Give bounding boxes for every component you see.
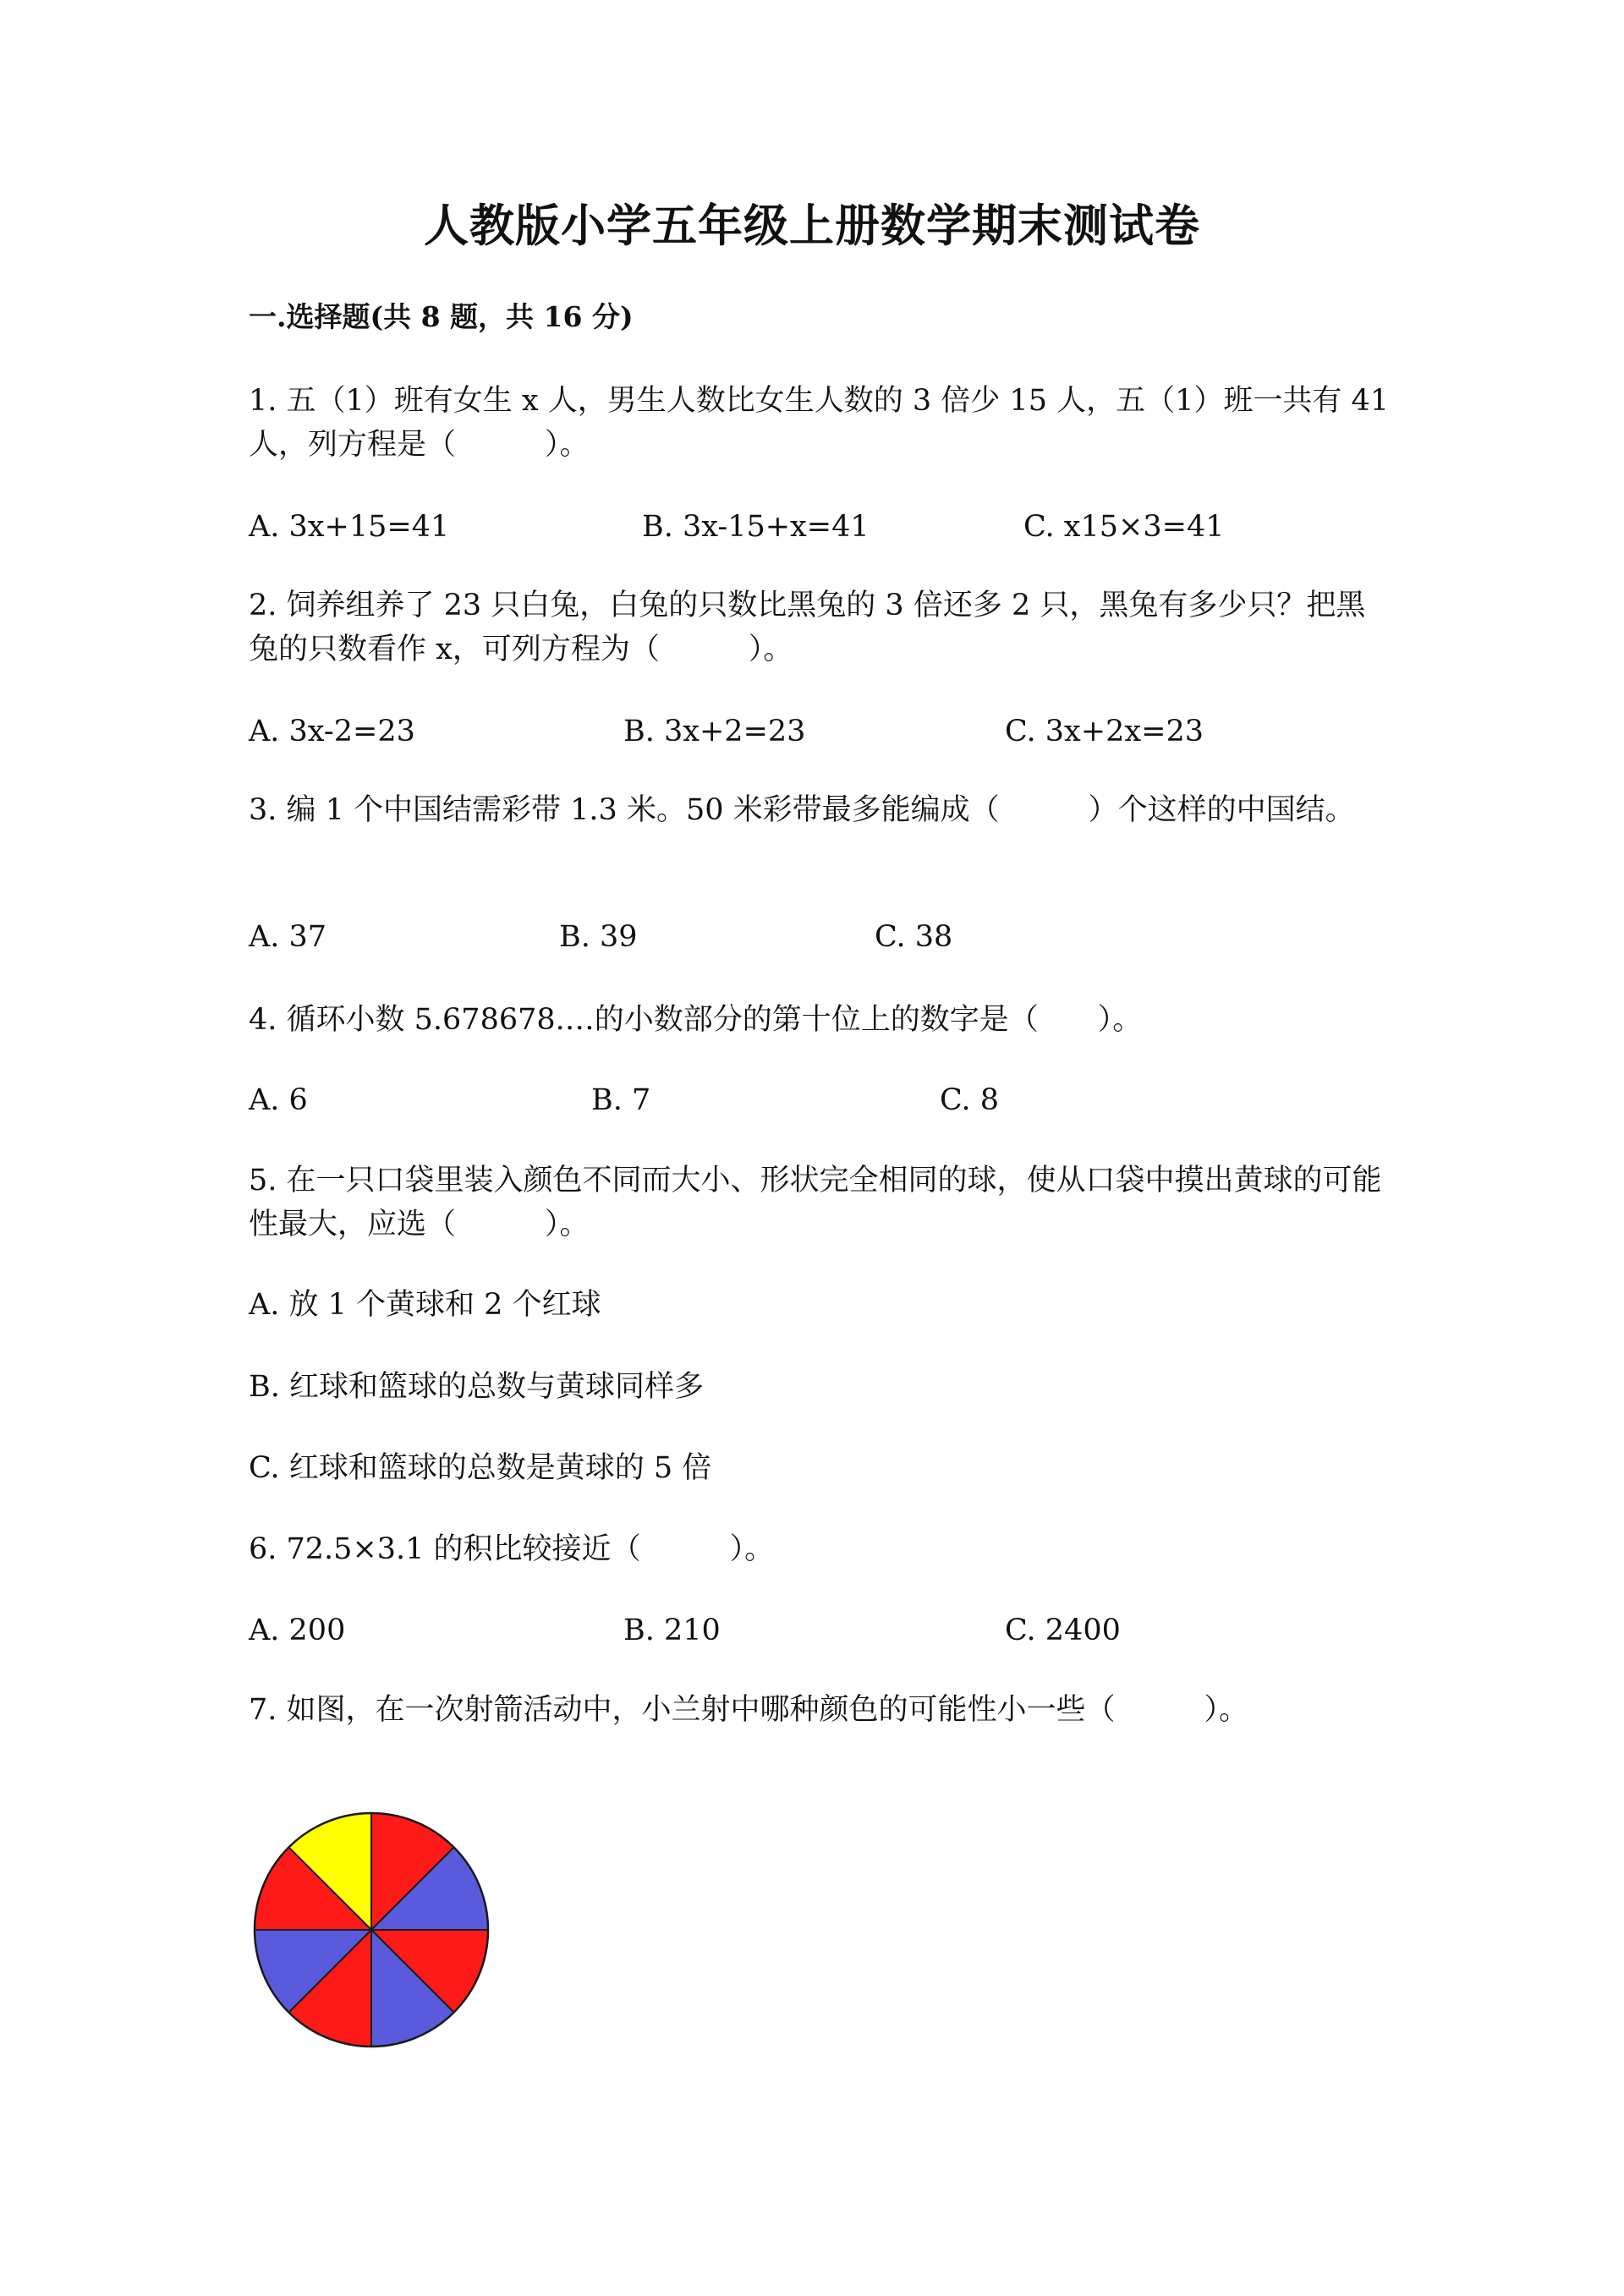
option-2b[interactable]: B. 3x+2=23 — [623, 715, 806, 748]
option-2c[interactable]: C. 3x+2x=23 — [1005, 715, 1204, 748]
option-1c[interactable]: C. x15×3=41 — [1023, 510, 1225, 544]
option-6b[interactable]: B. 210 — [623, 1614, 721, 1647]
option-3b[interactable]: B. 39 — [559, 920, 638, 954]
option-6c[interactable]: C. 2400 — [1005, 1614, 1121, 1647]
target-sectors — [255, 1813, 488, 2047]
option-6a[interactable]: A. 200 — [249, 1614, 346, 1647]
option-4c[interactable]: C. 8 — [940, 1083, 1000, 1117]
question-4: 4. 循环小数 5.678678.…的小数部分的第十位上的数字是（ ）。 — [249, 1003, 1143, 1037]
option-5c[interactable]: C. 红球和篮球的总数是黄球的 5 倍 — [249, 1451, 712, 1485]
option-3a[interactable]: A. 37 — [249, 920, 327, 954]
question-3: 3. 编 1 个中国结需彩带 1.3 米。50 米彩带最多能编成（ ）个这样的中国结。 — [249, 793, 1355, 827]
option-3c[interactable]: C. 38 — [875, 920, 953, 954]
page-title: 人教版小学五年级上册数学期末测试卷 — [424, 200, 1200, 252]
option-5b[interactable]: B. 红球和篮球的总数与黄球同样多 — [249, 1370, 704, 1404]
option-2a[interactable]: A. 3x-2=23 — [249, 715, 415, 748]
question-1: 1. 五（1）班有女生 x 人，男生人数比女生人数的 3 倍少 15 人，五（1）班一共有 41 人，列方程是（ ）。 — [249, 384, 1390, 462]
question-6: 6. 72.5×3.1 的积比较接近（ ）。 — [249, 1532, 775, 1566]
section-heading: 一.选择题(共 8 题，共 16 分) — [249, 300, 634, 333]
option-4a[interactable]: A. 6 — [249, 1083, 308, 1117]
option-5a[interactable]: A. 放 1 个黄球和 2 个红球 — [249, 1288, 601, 1322]
question-7: 7. 如图，在一次射箭活动中，小兰射中哪种颜色的可能性小一些（ ）。 — [249, 1693, 1249, 1727]
question-5: 5. 在一只口袋里装入颜色不同而大小、形状完全相同的球，使从口袋中摸出黄球的可能性最大，应选（ ）。 — [249, 1164, 1382, 1241]
option-1a[interactable]: A. 3x+15=41 — [249, 510, 450, 544]
archery-target-figure — [249, 1807, 494, 2052]
option-1b[interactable]: B. 3x-15+x=41 — [642, 510, 870, 544]
option-4b[interactable]: B. 7 — [591, 1083, 651, 1117]
question-2: 2. 饲养组养了 23 只白兔，白兔的只数比黑兔的 3 倍还多 2 只，黑兔有多少只？把黑兔的只数看作 x，可列方程为（ ）。 — [249, 589, 1366, 666]
